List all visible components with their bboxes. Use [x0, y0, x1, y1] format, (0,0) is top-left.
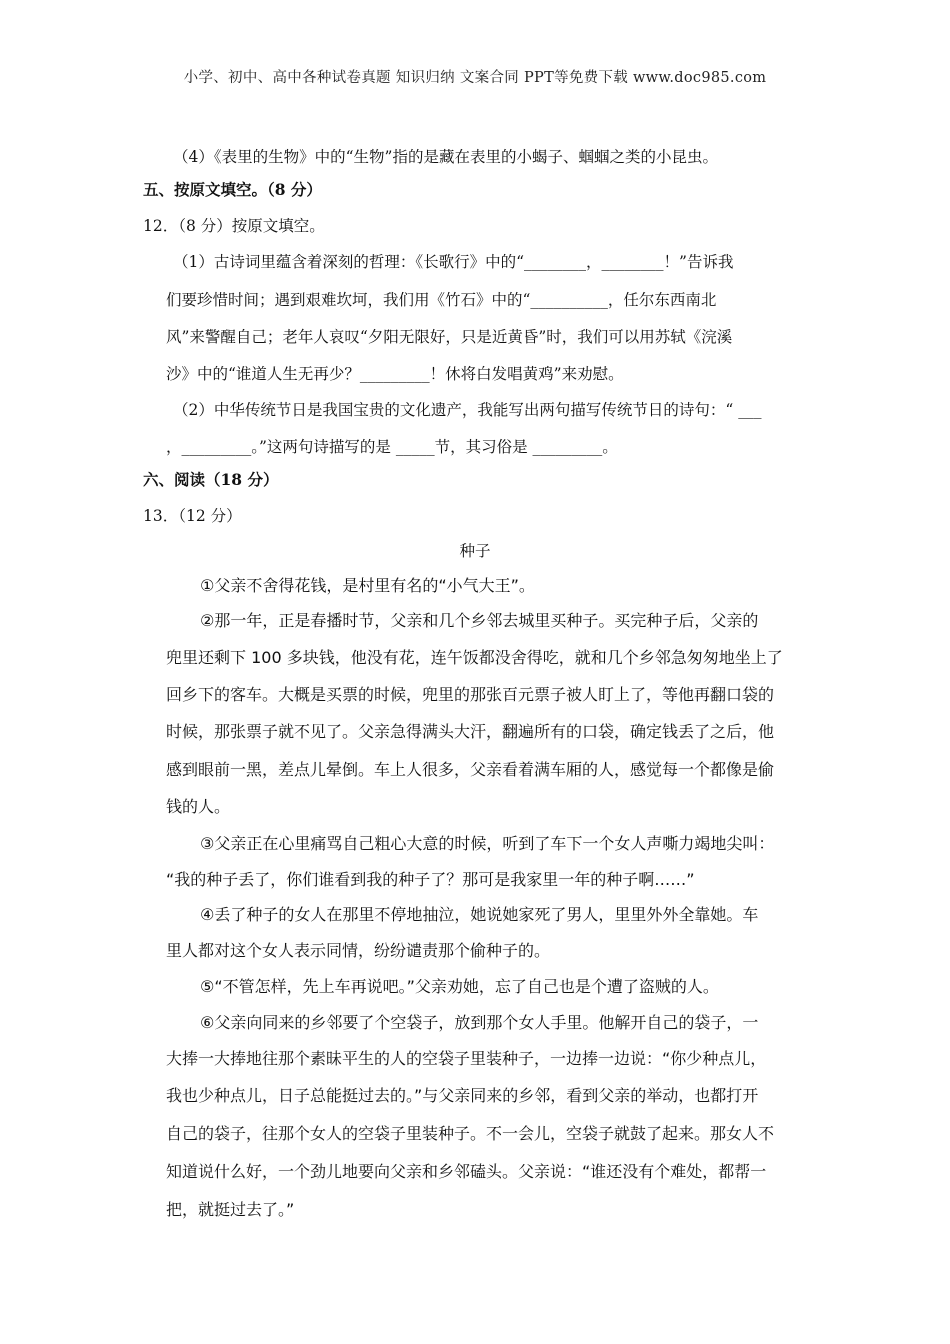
question-13-stem: 13．（12 分）: [143, 507, 242, 525]
story-line: ⑥父亲向同来的乡邻要了个空袋子，放到那个女人手里。他解开自己的袋子，一: [200, 1013, 759, 1032]
story-line: 回乡下的客车。大概是买票的时候，兜里的那张百元票子被人盯上了，等他再翻口袋的: [166, 685, 775, 704]
story-line: ⑤“不管怎样，先上车再说吧。”父亲劝她，忘了自己也是个遭了盗贼的人。: [200, 977, 719, 996]
story-line: 兜里还剩下 100 多块钱，他没有花，连午饭都没舍得吃，就和几个乡邻急匆匆地坐上了: [166, 648, 783, 667]
question-12-part-1-line-4: 沙》中的“谁道人生无再少？_________！休将白发唱黄鸡”来劝慰。: [166, 365, 624, 383]
story-title: 种子: [459, 542, 491, 560]
story-line: 知道说什么好，一个劲儿地要向父亲和乡邻磕头。父亲说：“谁还没有个难处，都帮一: [166, 1162, 767, 1181]
question-12-part-2-line-1: （2）中华传统节日是我国宝贵的文化遗产，我能写出两句描写传统节日的诗句：“ ___: [173, 401, 762, 419]
question-12-part-1-line-3: 风”来警醒自己；老年人哀叹“夕阳无限好，只是近黄昏”时，我们可以用苏轼《浣溪: [166, 328, 733, 346]
page-header: 小学、初中、高中各种试卷真题 知识归纳 文案合同 PPT等免费下载 www.doc985.com: [183, 70, 767, 86]
question-item-4: （4）《表里的生物》中的“生物”指的是藏在表里的小蝎子、蝈蝈之类的小昆虫。: [173, 148, 718, 166]
section-heading-5: 五、按原文填空。（8 分）: [143, 180, 322, 199]
story-line: 钱的人。: [166, 797, 231, 816]
question-12-part-2-line-2: ，_________。”这两句诗描写的是 _____节，其习俗是 _________。: [166, 438, 618, 456]
story-line: 把，就挺过去了。”: [166, 1200, 295, 1219]
section-heading-6: 六、阅读（18 分）: [143, 470, 279, 489]
story-line: ②那一年，正是春播时节，父亲和几个乡邻去城里买种子。买完种子后，父亲的: [200, 611, 759, 630]
story-line: 自己的袋子，往那个女人的空袋子里装种子。不一会儿，空袋子就鼓了起来。那女人不: [166, 1124, 775, 1143]
story-line: “我的种子丢了，你们谁看到我的种子了？那可是我家里一年的种子啊……”: [166, 870, 695, 889]
story-line: ③父亲正在心里痛骂自己粗心大意的时候，听到了车下一个女人声嘶力竭地尖叫：: [200, 834, 775, 853]
story-line: 时候，那张票子就不见了。父亲急得满头大汗，翻遍所有的口袋，确定钱丢了之后，他: [166, 722, 775, 741]
story-line: 感到眼前一黑，差点儿晕倒。车上人很多，父亲看着满车厢的人，感觉每一个都像是偷: [166, 760, 775, 779]
story-line: ④丢了种子的女人在那里不停地抽泣，她说她家死了男人，里里外外全靠她。车: [200, 905, 759, 924]
question-12-part-1-line-2: 们要珍惜时间；遇到艰难坎坷，我们用《竹石》中的“__________，任尔东西南北: [166, 291, 717, 309]
story-line: 大捧一大捧地往那个素昧平生的人的空袋子里装种子，一边捧一边说：“你少种点儿，: [166, 1049, 767, 1068]
story-line: ①父亲不舍得花钱，是村里有名的“小气大王”。: [200, 576, 535, 595]
question-12-stem: 12．（8 分）按原文填空。: [143, 217, 325, 235]
question-12-part-1-line-1: （1）古诗词里蕴含着深刻的哲理：《长歌行》中的“________，________！”告诉我: [173, 253, 734, 271]
story-line: 里人都对这个女人表示同情，纷纷谴责那个偷种子的。: [166, 941, 551, 960]
story-line: 我也少种点儿，日子总能挺过去的。”与父亲同来的乡邻，看到父亲的举动，也都打开: [166, 1086, 759, 1105]
